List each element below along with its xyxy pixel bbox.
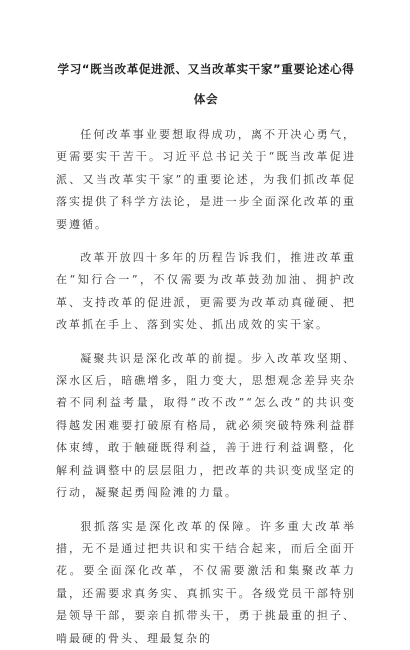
paragraph-1: 任何改革事业要想取得成功，离不开决心勇气，更需要实干苦干。习近平总书记关于“既当改革促进派、又当改革实干家”的重要论述，为我们抓改革促落实提供了科学方法论，是进一步全面深化改革的重要遵循。 xyxy=(56,128,356,231)
paragraph-4: 狠抓落实是深化改革的保障。许多重大改革举措，无不是通过把共识和实干结合起来，而后全面开花。要全面深化改革，不仅需要激活和集聚改革力量，还需要求真务实、真抓实干。各级党员干部特别是领导干部，要亲自抓带头干，勇于挑最重的担子、啃最硬的骨头、理最复杂的 xyxy=(56,519,356,645)
paragraph-3: 凝聚共识是深化改革的前提。步入改革攻坚期、深水区后，暗礁增多，阻力变大，思想观念差异夹杂着不同利益考量，取得“改不改”“怎么改”的共识变得越发困难要打破原有格局，就必须突破特殊利益群体束缚，敢于触碰既得利益，善于进行利益调整，化解利益调整中的层层阻力，把改革的共识变成坚定的行动，凝聚起勇闯险滩的力量。 xyxy=(56,351,356,500)
paragraph-2: 改革开放四十多年的历程告诉我们，推进改革重在“知行合一”，不仅需要为改革鼓劲加油、拥护改革、支持改革的促进派，更需要为改革动真碰硬、把改革抓在手上、落到实处、抓出成效的实干家。 xyxy=(56,251,356,332)
document-title: 学习“既当改革促进派、又当改革实干家”重要论述心得体会 xyxy=(57,62,355,106)
